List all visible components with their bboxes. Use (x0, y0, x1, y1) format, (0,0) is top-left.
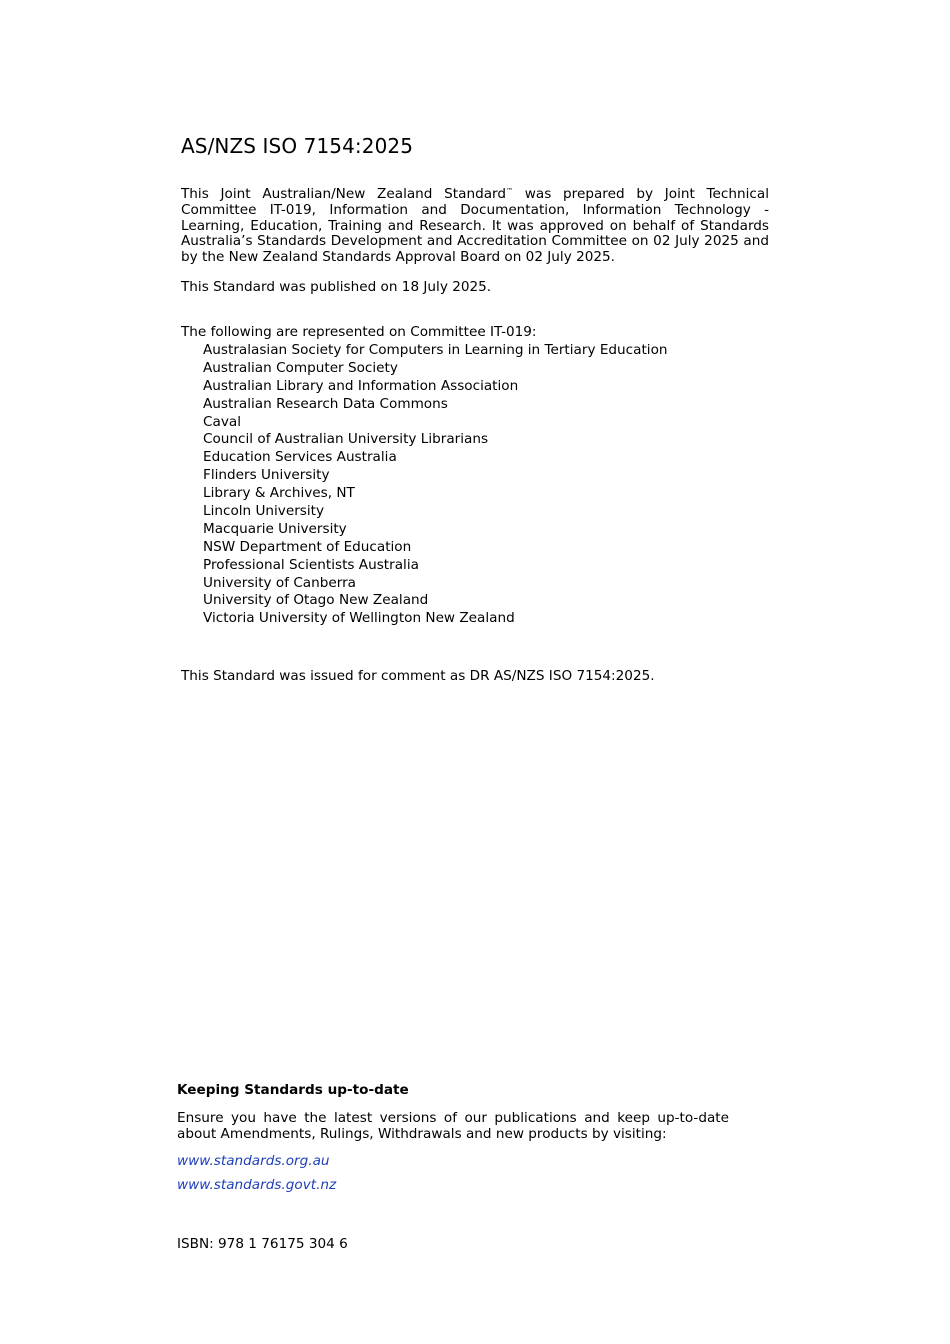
committee-member-list (203, 342, 668, 628)
keeping-up-to-date-text: Ensure you have the latest versions of our publications and keep up-to-date about Amendments, Rulings, Withdrawals and new products by visiting: (177, 1110, 729, 1142)
trademark-symbol: ™ (506, 187, 514, 195)
committee-member: Macquarie University (203, 520, 347, 537)
committee-heading: The following are represented on Committee IT-019: (181, 324, 537, 340)
committee-member: Lincoln University (203, 503, 325, 520)
committee-member: Professional Scientists Australia (203, 556, 419, 573)
committee-member: University of Canberra (203, 574, 357, 591)
committee-member: Caval (203, 413, 241, 430)
committee-member: Education Services Australia (203, 449, 397, 466)
committee-member: Flinders University (203, 467, 330, 484)
intro-text-rest: was prepared by Joint Technical Committee IT-019, Information and Documentation, Information Technology - Learning, Education, Training and Research. It was approved on behalf of Standards Australia’s Standards Development and Accreditation Committee on 02 July 2025 and by the New Zealand Standards Approval Board on 02 July 2025. (181, 186, 769, 266)
committee-member: Victoria University of Wellington New Zealand (203, 610, 515, 627)
intro-text-start: This Joint Australian/New Zealand Standard (181, 186, 507, 202)
issued-for-comment-text: This Standard was issued for comment as DR AS/NZS ISO 7154:2025. (181, 668, 655, 684)
committee-member: Australian Library and Information Association (203, 377, 519, 394)
committee-member: Council of Australian University Librarians (203, 431, 489, 448)
committee-member: University of Otago New Zealand (203, 592, 429, 609)
standards-australia-link[interactable]: www.standards.org.au (177, 1153, 330, 1169)
committee-member: Australasian Society for Computers in Learning in Tertiary Education (203, 342, 668, 358)
standard-title: AS/NZS ISO 7154:2025 (181, 134, 414, 158)
intro-paragraph (181, 187, 769, 266)
keeping-up-to-date-heading: Keeping Standards up-to-date (177, 1082, 409, 1098)
committee-member: Australian Computer Society (203, 359, 398, 376)
isbn-text: ISBN: 978 1 76175 304 6 (177, 1236, 348, 1252)
published-date-text: This Standard was published on 18 July 2025. (181, 279, 492, 295)
committee-member: Australian Research Data Commons (203, 395, 448, 412)
standards-nz-link[interactable]: www.standards.govt.nz (177, 1177, 337, 1193)
committee-member: NSW Department of Education (203, 538, 412, 555)
committee-member: Library & Archives, NT (203, 485, 355, 502)
